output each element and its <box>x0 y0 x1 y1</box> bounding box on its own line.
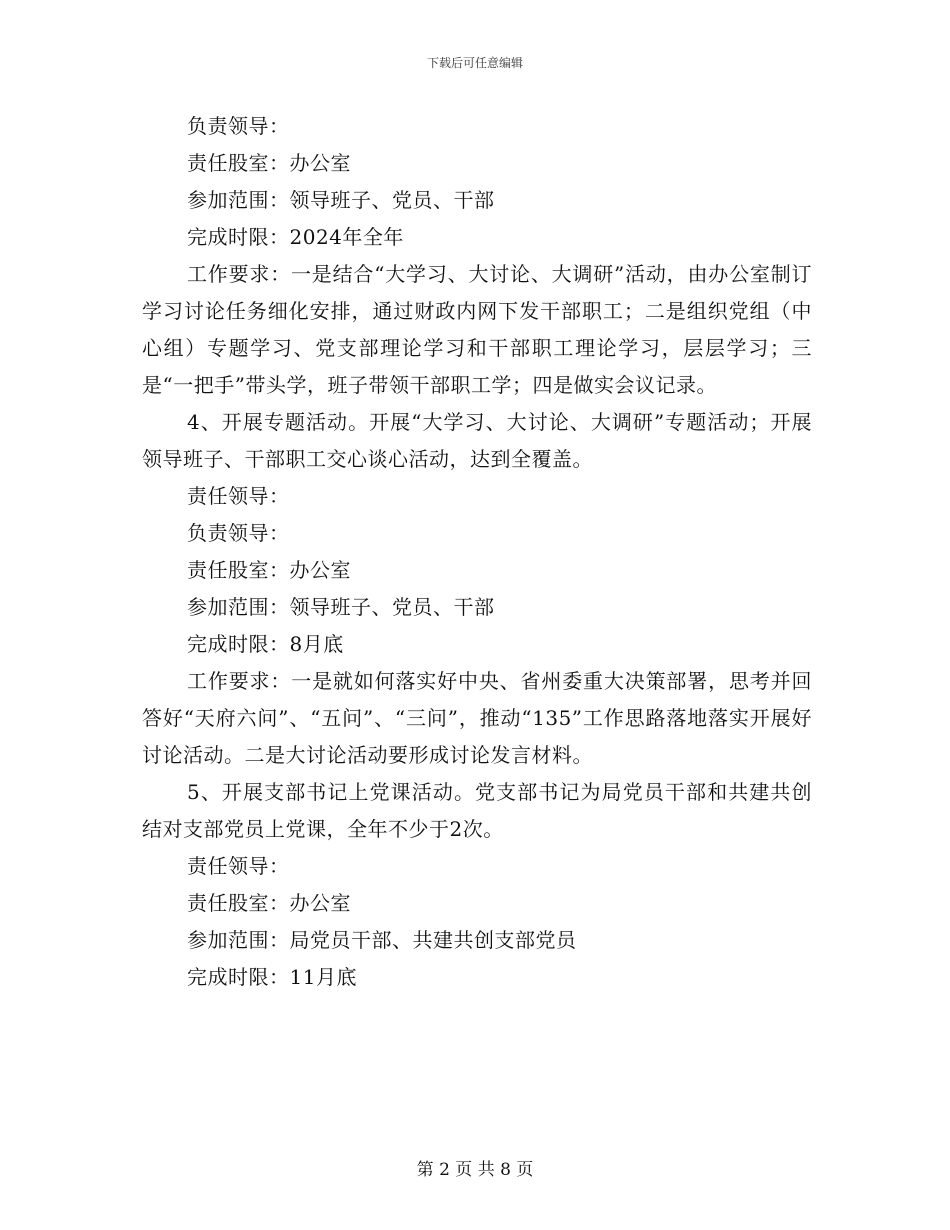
paragraph: 工作要求：一是就如何落实好中央、省州委重大决策部署，思考并回答好“天府六问”、“五问”、“三问”，推动“135”工作思路落地落实开展好讨论活动。二是大讨论活动要形成讨论发言材料。 <box>142 669 812 767</box>
paragraph: 完成时限：2024年全年 <box>187 225 404 249</box>
page-number-footer: 第 2 页 共 8 页 <box>416 1160 534 1180</box>
paragraph: 4、开展专题活动。开展“大学习、大讨论、大调研”专题活动；开展领导班子、干部职工交心谈心活动，达到全覆盖。 <box>142 410 812 471</box>
paragraph: 工作要求：一是结合“大学习、大讨论、大调研”活动，由办公室制订学习讨论任务细化安排，通过财政内网下发干部职工；二是组织党组（中心组）专题学习、党支部理论学习和干部职工理论学习，层层学习；三是“一把手”带头学，班子带领干部职工学；四是做实会议记录。 <box>142 262 812 397</box>
paragraph: 参加范围：领导班子、党员、干部 <box>187 188 495 212</box>
paragraph: 责任股室：办公室 <box>187 558 351 582</box>
paragraph: 完成时限：11月底 <box>187 965 357 989</box>
paragraph: 参加范围：领导班子、党员、干部 <box>187 595 495 619</box>
paragraph: 参加范围：局党员干部、共建共创支部党员 <box>187 928 577 952</box>
paragraph: 责任领导： <box>187 484 290 508</box>
page-header: 下载后可任意编辑 <box>426 56 523 70</box>
paragraph: 责任股室：办公室 <box>187 891 351 915</box>
paragraph: 负责领导： <box>187 521 290 545</box>
paragraph: 完成时限：8月底 <box>187 632 344 656</box>
paragraph: 责任领导： <box>187 854 290 878</box>
paragraph: 责任股室：办公室 <box>187 151 351 175</box>
paragraph: 5、开展支部书记上党课活动。党支部书记为局党员干部和共建共创结对支部党员上党课，全年不少于2次。 <box>142 780 812 841</box>
document-body <box>142 108 812 996</box>
paragraph: 负责领导： <box>187 114 290 138</box>
